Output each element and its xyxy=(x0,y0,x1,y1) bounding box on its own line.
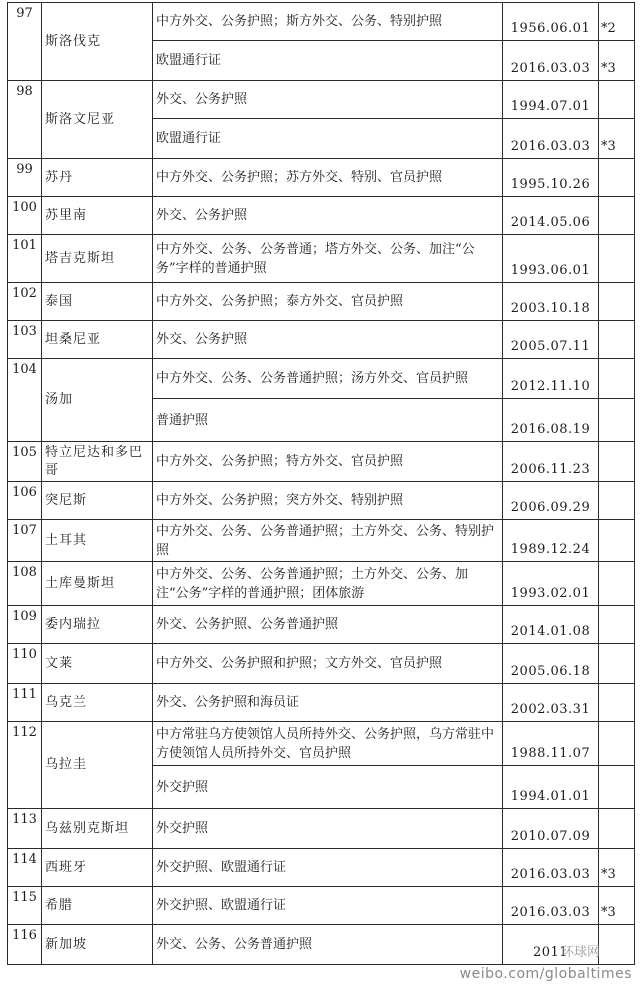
table-row xyxy=(8,3,635,41)
table-row xyxy=(8,235,635,283)
effective-date: 2006.11.23 xyxy=(503,442,599,482)
passport-type: 中方外交、公务、公务普通护照；土方外交、公务、特别护照 xyxy=(153,520,503,562)
country-name: 土耳其 xyxy=(42,520,153,562)
passport-type: 中方外交、公务、公务普通护照；土方外交、公务、加注“公务”字样的普通护照；团体旅游 xyxy=(153,562,503,606)
passport-type: 欧盟通行证 xyxy=(153,119,503,159)
footnote-mark: *2 xyxy=(599,3,635,41)
row-number: 97 xyxy=(8,3,42,81)
footnote-mark xyxy=(599,235,635,283)
country-name: 土库曼斯坦 xyxy=(42,562,153,606)
row-number: 108 xyxy=(8,562,42,606)
footnote-mark xyxy=(599,722,635,766)
table-row xyxy=(8,809,635,849)
row-number: 113 xyxy=(8,809,42,849)
effective-date: 2011 xyxy=(503,925,599,965)
footnote-mark xyxy=(599,925,635,965)
visa-exemption-table xyxy=(7,2,635,965)
effective-date: 1995.10.26 xyxy=(503,159,599,197)
country-name: 坦桑尼亚 xyxy=(42,321,153,359)
row-number: 104 xyxy=(8,359,42,442)
effective-date: 2006.09.29 xyxy=(503,482,599,520)
passport-type: 外交护照、欧盟通行证 xyxy=(153,887,503,925)
table-row xyxy=(8,562,635,606)
table-row xyxy=(8,321,635,359)
table-row xyxy=(8,283,635,321)
passport-type: 中方外交、公务护照；斯方外交、公务、特别护照 xyxy=(153,3,503,41)
row-number: 112 xyxy=(8,722,42,809)
passport-type: 外交、公务护照和海员证 xyxy=(153,684,503,722)
table-row xyxy=(8,606,635,644)
effective-date: 1993.02.01 xyxy=(503,562,599,606)
country-name: 乌兹别克斯坦 xyxy=(42,809,153,849)
country-name: 泰国 xyxy=(42,283,153,321)
passport-type: 外交、公务护照 xyxy=(153,197,503,235)
passport-type: 外交护照、欧盟通行证 xyxy=(153,849,503,887)
passport-type: 外交、公务护照、公务普通护照 xyxy=(153,606,503,644)
passport-type: 中方外交、公务护照；特方外交、官员护照 xyxy=(153,442,503,482)
effective-date: 1988.11.07 xyxy=(503,722,599,766)
effective-date: 2016.03.03 xyxy=(503,887,599,925)
country-name: 苏丹 xyxy=(42,159,153,197)
table-row xyxy=(8,482,635,520)
footnote-mark xyxy=(599,81,635,119)
country-name: 西班牙 xyxy=(42,849,153,887)
passport-type: 中方常驻乌方使领馆人员所持外交、公务护照，乌方常驻中方使领馆人员所持外交、官员护照 xyxy=(153,722,503,766)
footnote-mark xyxy=(599,520,635,562)
country-name: 特立尼达和多巴哥 xyxy=(42,442,153,482)
country-name: 委内瑞拉 xyxy=(42,606,153,644)
footnote-mark xyxy=(599,321,635,359)
effective-date: 2010.07.09 xyxy=(503,809,599,849)
effective-date: 2012.11.10 xyxy=(503,359,599,399)
table-row xyxy=(8,197,635,235)
footnote-mark xyxy=(599,562,635,606)
effective-date: 1994.07.01 xyxy=(503,81,599,119)
row-number: 105 xyxy=(8,442,42,482)
footnote-mark: *3 xyxy=(599,119,635,159)
country-name: 汤加 xyxy=(42,359,153,442)
country-name: 乌克兰 xyxy=(42,684,153,722)
passport-type: 中方外交、公务护照；泰方外交、官员护照 xyxy=(153,283,503,321)
row-number: 99 xyxy=(8,159,42,197)
country-name: 乌拉圭 xyxy=(42,722,153,809)
passport-type: 中方外交、公务护照；苏方外交、特别、官员护照 xyxy=(153,159,503,197)
footnote-mark xyxy=(599,399,635,442)
footnote-mark xyxy=(599,606,635,644)
row-number: 111 xyxy=(8,684,42,722)
row-number: 100 xyxy=(8,197,42,235)
effective-date: 2016.08.19 xyxy=(503,399,599,442)
passport-type: 欧盟通行证 xyxy=(153,41,503,81)
row-number: 114 xyxy=(8,849,42,887)
table-row xyxy=(8,925,635,965)
footnote-mark: *3 xyxy=(599,887,635,925)
row-number: 106 xyxy=(8,482,42,520)
country-name: 斯洛文尼亚 xyxy=(42,81,153,159)
effective-date: 2005.06.18 xyxy=(503,644,599,684)
effective-date: 2016.03.03 xyxy=(503,849,599,887)
effective-date: 2014.01.08 xyxy=(503,606,599,644)
passport-type: 外交、公务、公务普通护照 xyxy=(153,925,503,965)
watermark-logo: 环球网 xyxy=(560,945,600,960)
country-name: 苏里南 xyxy=(42,197,153,235)
table-row xyxy=(8,849,635,887)
footnote-mark xyxy=(599,197,635,235)
effective-date: 2002.03.31 xyxy=(503,684,599,722)
effective-date: 1993.06.01 xyxy=(503,235,599,283)
country-name: 突尼斯 xyxy=(42,482,153,520)
table-row xyxy=(8,887,635,925)
passport-type: 外交护照 xyxy=(153,809,503,849)
row-number: 107 xyxy=(8,520,42,562)
passport-type: 中方外交、公务、公务普通护照；汤方外交、官员护照 xyxy=(153,359,503,399)
effective-date: 2005.07.11 xyxy=(503,321,599,359)
table-row xyxy=(8,722,635,766)
passport-type: 中方外交、公务、公务普通；塔方外交、公务、加注“公务”字样的普通护照 xyxy=(153,235,503,283)
effective-date: 1956.06.01 xyxy=(503,3,599,41)
footnote-mark: *3 xyxy=(599,849,635,887)
row-number: 115 xyxy=(8,887,42,925)
passport-type: 中方外交、公务护照；突方外交、特别护照 xyxy=(153,482,503,520)
footnote-mark: *3 xyxy=(599,41,635,81)
table-row xyxy=(8,359,635,399)
table-row xyxy=(8,159,635,197)
effective-date: 2014.05.06 xyxy=(503,197,599,235)
footnote-mark xyxy=(599,644,635,684)
effective-date: 2016.03.03 xyxy=(503,41,599,81)
country-name: 新加坡 xyxy=(42,925,153,965)
country-name: 塔吉克斯坦 xyxy=(42,235,153,283)
table-row xyxy=(8,81,635,119)
row-number: 116 xyxy=(8,925,42,965)
passport-type: 普通护照 xyxy=(153,399,503,442)
passport-type: 外交、公务护照 xyxy=(153,321,503,359)
passport-type: 外交、公务护照 xyxy=(153,81,503,119)
footnote-mark xyxy=(599,442,635,482)
country-name: 希腊 xyxy=(42,887,153,925)
row-number: 110 xyxy=(8,644,42,684)
footnote-mark xyxy=(599,159,635,197)
footnote-mark xyxy=(599,482,635,520)
passport-type: 外交护照 xyxy=(153,766,503,809)
country-name: 文莱 xyxy=(42,644,153,684)
row-number: 102 xyxy=(8,283,42,321)
table-row xyxy=(8,520,635,562)
country-name: 斯洛伐克 xyxy=(42,3,153,81)
effective-date: 2003.10.18 xyxy=(503,283,599,321)
table-row xyxy=(8,684,635,722)
row-number: 109 xyxy=(8,606,42,644)
row-number: 103 xyxy=(8,321,42,359)
effective-date: 1994.01.01 xyxy=(503,766,599,809)
footnote-mark xyxy=(599,359,635,399)
effective-date: 1989.12.24 xyxy=(503,520,599,562)
passport-type: 中方外交、公务护照和护照；文方外交、官员护照 xyxy=(153,644,503,684)
footnote-mark xyxy=(599,809,635,849)
footnote-mark xyxy=(599,684,635,722)
row-number: 98 xyxy=(8,81,42,159)
table-row xyxy=(8,644,635,684)
watermark-text: weibo.com/globaltimes xyxy=(459,966,632,982)
footnote-mark xyxy=(599,283,635,321)
table-row xyxy=(8,442,635,482)
row-number: 101 xyxy=(8,235,42,283)
footnote-mark xyxy=(599,766,635,809)
effective-date: 2016.03.03 xyxy=(503,119,599,159)
